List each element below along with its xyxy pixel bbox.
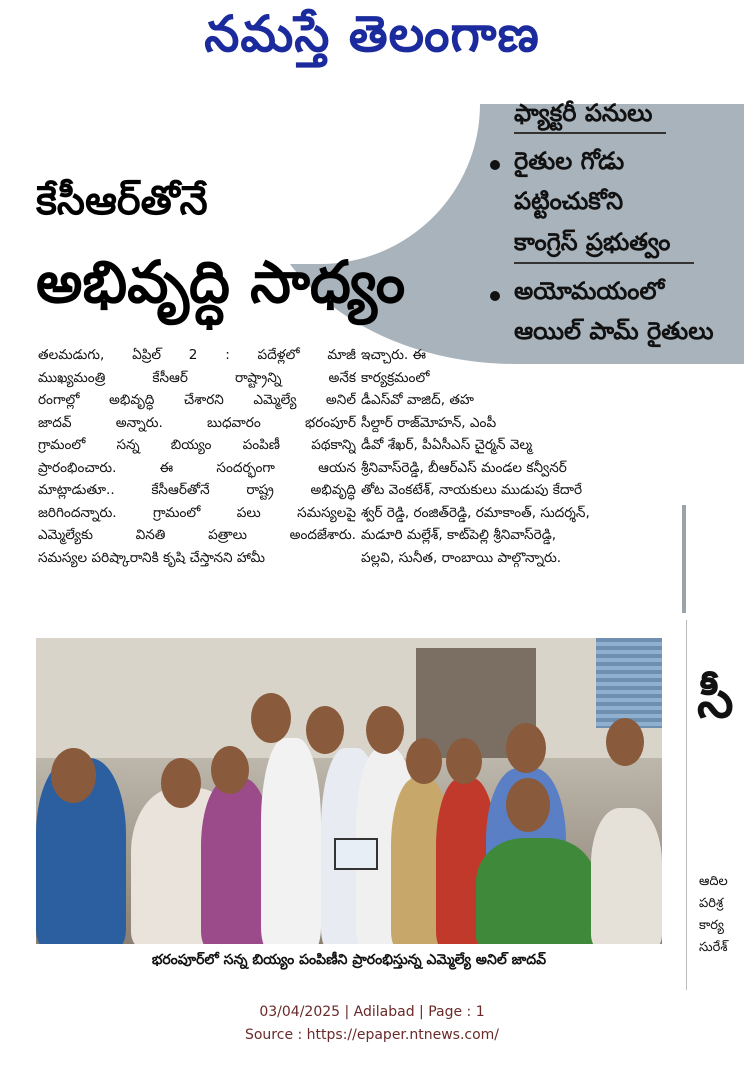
body-line: మాట్లాడుతూ.. కేసీఆర్‌తోనే రాష్ట్ర అభివృద్ధి [38,482,356,498]
photo-face [606,718,644,766]
body-line: మడూరి మల్లేశ్, కాట్‌పెల్లి శ్రీనివాస్‌రెడ్డి, [361,527,557,543]
body-line: ప్రారంభించారు. ఈ సందర్భంగా ఆయన [38,459,356,476]
photo-face [506,723,546,773]
photo-person [261,738,321,944]
bullet-3-line2: ఆయిల్ పామ్ రైతులు [514,317,714,345]
body-line: సమస్యల పరిష్కారానికి కృషి చేస్తానని హామీ [38,549,266,566]
divider-line [514,262,694,264]
photo-face [251,693,291,743]
adjacent-line: పరిశ్ర [699,896,724,911]
body-line: పల్లవి, సునీత, రాంబాయి పాల్గొన్నారు. [361,549,562,566]
photo-face [161,758,201,808]
weighing-machine [334,838,378,870]
photo-person [476,838,596,944]
photo-face [51,748,96,803]
adjacent-headline: సీ [697,670,734,730]
footer-source: Source : https://epaper.ntnews.com/ [244,1027,500,1043]
bullet-2-line1: రైతుల గోడు [514,147,625,175]
masthead [0,0,744,80]
body-line: కార్యక్రమంలో [361,369,430,386]
adjacent-line: ఆదిల [699,874,728,889]
photo-person [591,808,662,944]
bullet-2-line3: కాంగ్రెస్ ప్రభుత్వం [514,228,671,256]
adjacent-article [686,620,744,990]
photo-face [406,738,442,784]
bullet-2-line2: పట్టించుకోని [514,187,624,215]
body-line: శ్వర్ రెడ్డి, రంజిత్‌రెడ్డి, రమాకాంత్, సుదర్శన్, [361,504,590,521]
body-line: డీఎస్‌వో వాజిద్, తహ [361,392,474,408]
photo-face [306,706,344,754]
headline-line1: కేసీఆర్‌తోనే [36,178,208,224]
photo-shutter [596,638,662,728]
adjacent-line: కార్య [699,918,724,933]
body-line: ముఖ్యమంత్రి కేసీఆర్ రాష్ట్రాన్ని అనేక [38,369,356,386]
photo-face [211,746,249,794]
bullet-1-tail: ఫ్యాక్టరీ పనులు [514,99,653,127]
photo-face [506,778,550,832]
body-line: రంగాల్లో అభివృద్ధి చేశారని ఎమ్మెల్యే అనిల్ [38,392,356,408]
newspaper-title: నమస్తే తెలంగాణ [204,4,540,63]
news-photo [36,638,662,944]
body-line: జాదవ్ అన్నారు. బుధవారం భరంపూర్ [38,414,356,431]
body-line: శ్రీనివాస్‌రెడ్డి, బీఆర్‌ఎస్ మండల కన్వీనర్ [361,459,567,476]
headline-line2: అభివృద్ధి సాధ్యం [36,248,406,316]
column-divider [682,505,686,613]
body-line: ఇచ్చారు. ఈ [361,347,427,363]
body-line: డీవో శేఖర్, పీఏసీఎస్ చైర్మన్ వెల్మ [361,437,533,453]
adjacent-line: సురేశ్ [699,940,728,955]
body-line: తోట వెంకటేశ్, నాయకులు ముడుపు కేదారే [361,482,583,498]
photo-face [446,738,482,784]
article-column-left [38,344,356,569]
article-column-right [361,344,661,569]
bullet-dot-icon [490,291,500,301]
bullet-3-line1: అయోమయంలో [514,277,665,305]
divider-line [514,132,666,134]
body-line: తలమడుగు, ఏప్రిల్ 2 : పదేళ్లలో మాజీ [38,347,356,363]
photo-face [366,706,404,754]
body-line: గ్రామంలో సన్న బియ్యం పంపిణీ పథకాన్ని [38,437,356,453]
footer-date-edition: 03/04/2025 | Adilabad | Page : 1 [259,1004,485,1020]
photo-caption: భరంపూర్‌లో సన్న బియ్యం పంపిణీని ప్రారంభిస్తున్న ఎమ్మెల్యే అనిల్ జాదవ్ [151,952,547,968]
body-line: ఎమ్మెల్యేకు వినతి పత్రాలు అందజేశారు. [38,527,356,543]
photo-wall [36,638,662,758]
body-line: జరిగిందన్నారు. గ్రామంలో పలు సమస్యలపై [38,504,356,521]
body-line: సీల్దార్ రాజ్‌మోహన్, ఎంపీ [361,414,497,431]
bullet-dot-icon [490,160,500,170]
